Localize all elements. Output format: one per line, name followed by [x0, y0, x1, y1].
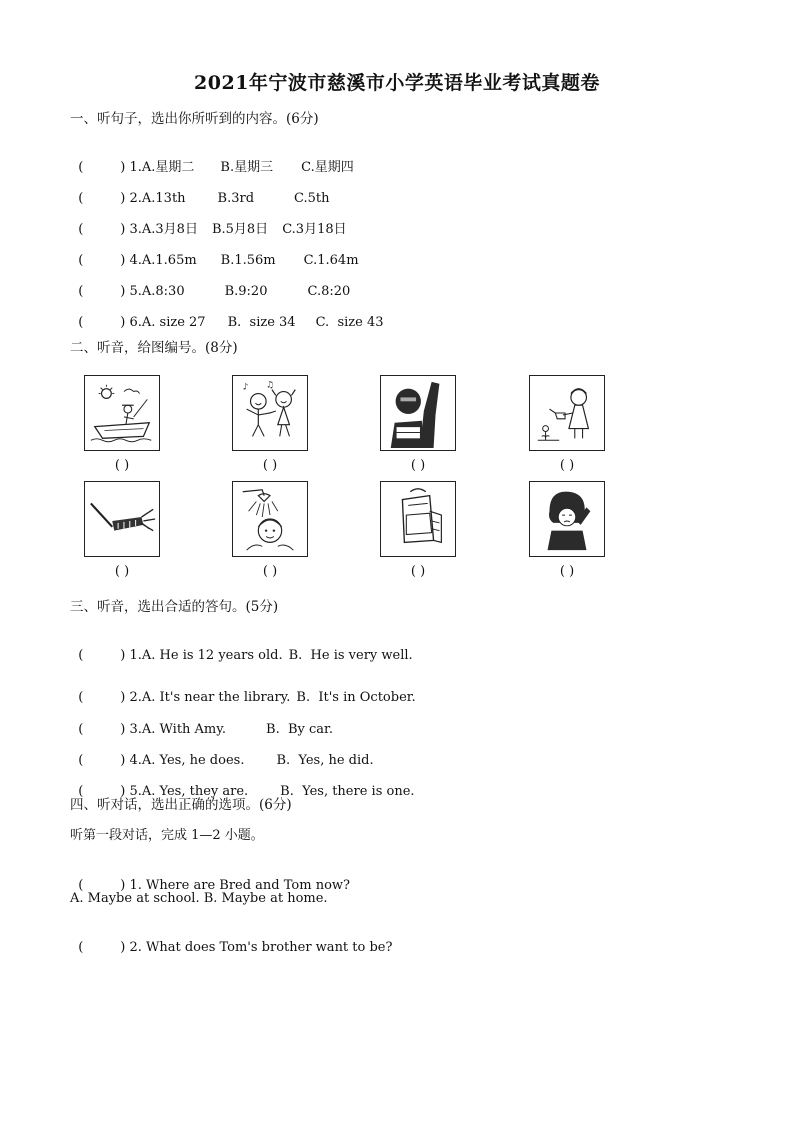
- section3-heading: 三、听音，选出合适的答句。(5分): [70, 599, 279, 615]
- answer-paren[interactable]: (: [78, 878, 84, 893]
- dancing-children-icon: [232, 375, 308, 451]
- man-waving-icon: [380, 375, 456, 451]
- boat-fisherman-icon: [84, 375, 160, 451]
- picture-answer-paren-2[interactable]: ( ): [262, 458, 278, 473]
- picture-answer-paren-8[interactable]: ( ): [559, 564, 575, 579]
- question-text: ) 2. What does Tom's brother want to be?: [120, 940, 393, 955]
- section1-heading: 一、听句子，选出你所听到的内容。(6分): [70, 111, 319, 127]
- answer-paren[interactable]: (: [78, 191, 84, 206]
- option-c: C.5th: [294, 191, 330, 206]
- option-a: A.3月8日: [141, 222, 198, 237]
- option-c: C.8:20: [307, 284, 351, 299]
- item-number: ) 3.: [120, 722, 142, 737]
- girl-watering-flowers-icon: [529, 375, 605, 451]
- answer-paren[interactable]: (: [78, 753, 84, 768]
- svg-text:♪: ♪: [242, 382, 249, 393]
- s1-item-6: [70, 296, 384, 332]
- option-b: B. He is very well.: [288, 648, 413, 663]
- option-b: B.1.56m: [220, 253, 276, 268]
- option-b: B.3rd: [217, 191, 255, 206]
- option-a: A. It's near the library.: [141, 690, 291, 705]
- option-b: B.9:20: [224, 284, 268, 299]
- girl-showering-icon: [232, 481, 308, 557]
- picture-answer-paren-5[interactable]: ( ): [114, 564, 130, 579]
- section4-intro: 听第一段对话，完成 1—2 小题。: [70, 828, 264, 843]
- section4-heading: 四、听对话，选出正确的选项。(6分): [70, 797, 292, 813]
- option-b: B.5月8日: [211, 222, 269, 237]
- svg-text:♫: ♫: [266, 380, 274, 391]
- option-b: B. By car.: [266, 722, 333, 737]
- answer-paren[interactable]: (: [78, 784, 84, 799]
- answer-paren[interactable]: (: [78, 222, 84, 237]
- item-number: ) 4.: [120, 253, 142, 268]
- picture-answer-paren-6[interactable]: ( ): [262, 564, 278, 579]
- option-b: B. It's in October.: [296, 690, 416, 705]
- option-a: A.13th: [141, 191, 186, 206]
- picture-answer-paren-7[interactable]: ( ): [410, 564, 426, 579]
- s3-item-1: [70, 629, 413, 665]
- item-number: ) 4.: [120, 753, 142, 768]
- option-b: B.星期三: [220, 160, 274, 175]
- answer-paren[interactable]: (: [78, 284, 84, 299]
- s3-item-2: [70, 671, 416, 707]
- option-c: C.星期四: [301, 160, 354, 175]
- answer-paren[interactable]: (: [78, 940, 84, 955]
- option-a: A.1.65m: [141, 253, 197, 268]
- item-number: ) 2.: [120, 690, 142, 705]
- answer-paren[interactable]: (: [78, 315, 84, 330]
- item-number: ) 3.: [120, 222, 142, 237]
- answer-paren[interactable]: (: [78, 722, 84, 737]
- picture-answer-paren-3[interactable]: ( ): [410, 458, 426, 473]
- item-number: ) 1.: [120, 160, 142, 175]
- answer-paren[interactable]: (: [78, 690, 84, 705]
- answer-paren[interactable]: (: [78, 648, 84, 663]
- backpack-books-icon: [380, 481, 456, 557]
- s4-question-1-options: A. Maybe at school. B. Maybe at home.: [70, 891, 328, 906]
- carrot-icon: [84, 481, 160, 557]
- section2-heading: 二、听音，给图编号。(8分): [70, 340, 238, 356]
- page-title: 2021年宁波市慈溪市小学英语毕业考试真题卷: [194, 72, 600, 94]
- option-a: A. Yes, he does.: [141, 753, 245, 768]
- girl-headache-icon: [529, 481, 605, 557]
- picture-answer-paren-1[interactable]: ( ): [114, 458, 130, 473]
- option-a: A. size 27: [141, 315, 206, 330]
- item-number: ) 5.: [120, 284, 142, 299]
- option-b: B. Yes, there is one.: [280, 784, 415, 799]
- option-a: A.星期二: [141, 160, 195, 175]
- option-c: C.3月18日: [282, 222, 347, 237]
- option-b: B. Yes, he did.: [276, 753, 374, 768]
- question-text: ) 1. Where are Bred and Tom now?: [120, 878, 350, 893]
- picture-answer-paren-4[interactable]: ( ): [559, 458, 575, 473]
- option-a: A. With Amy.: [141, 722, 227, 737]
- answer-paren[interactable]: (: [78, 160, 84, 175]
- option-c: C. size 43: [315, 315, 384, 330]
- item-number: ) 6.: [120, 315, 142, 330]
- option-a: A. He is 12 years old.: [141, 648, 283, 663]
- option-b: B. size 34: [227, 315, 296, 330]
- option-c: C.1.64m: [303, 253, 359, 268]
- option-a: A. Yes, they are.: [141, 784, 249, 799]
- s4-question-2: [70, 921, 392, 957]
- answer-paren[interactable]: (: [78, 253, 84, 268]
- item-number: ) 1.: [120, 648, 142, 663]
- item-number: ) 2.: [120, 191, 142, 206]
- option-a: A.8:30: [141, 284, 185, 299]
- item-number: ) 5.: [120, 784, 142, 799]
